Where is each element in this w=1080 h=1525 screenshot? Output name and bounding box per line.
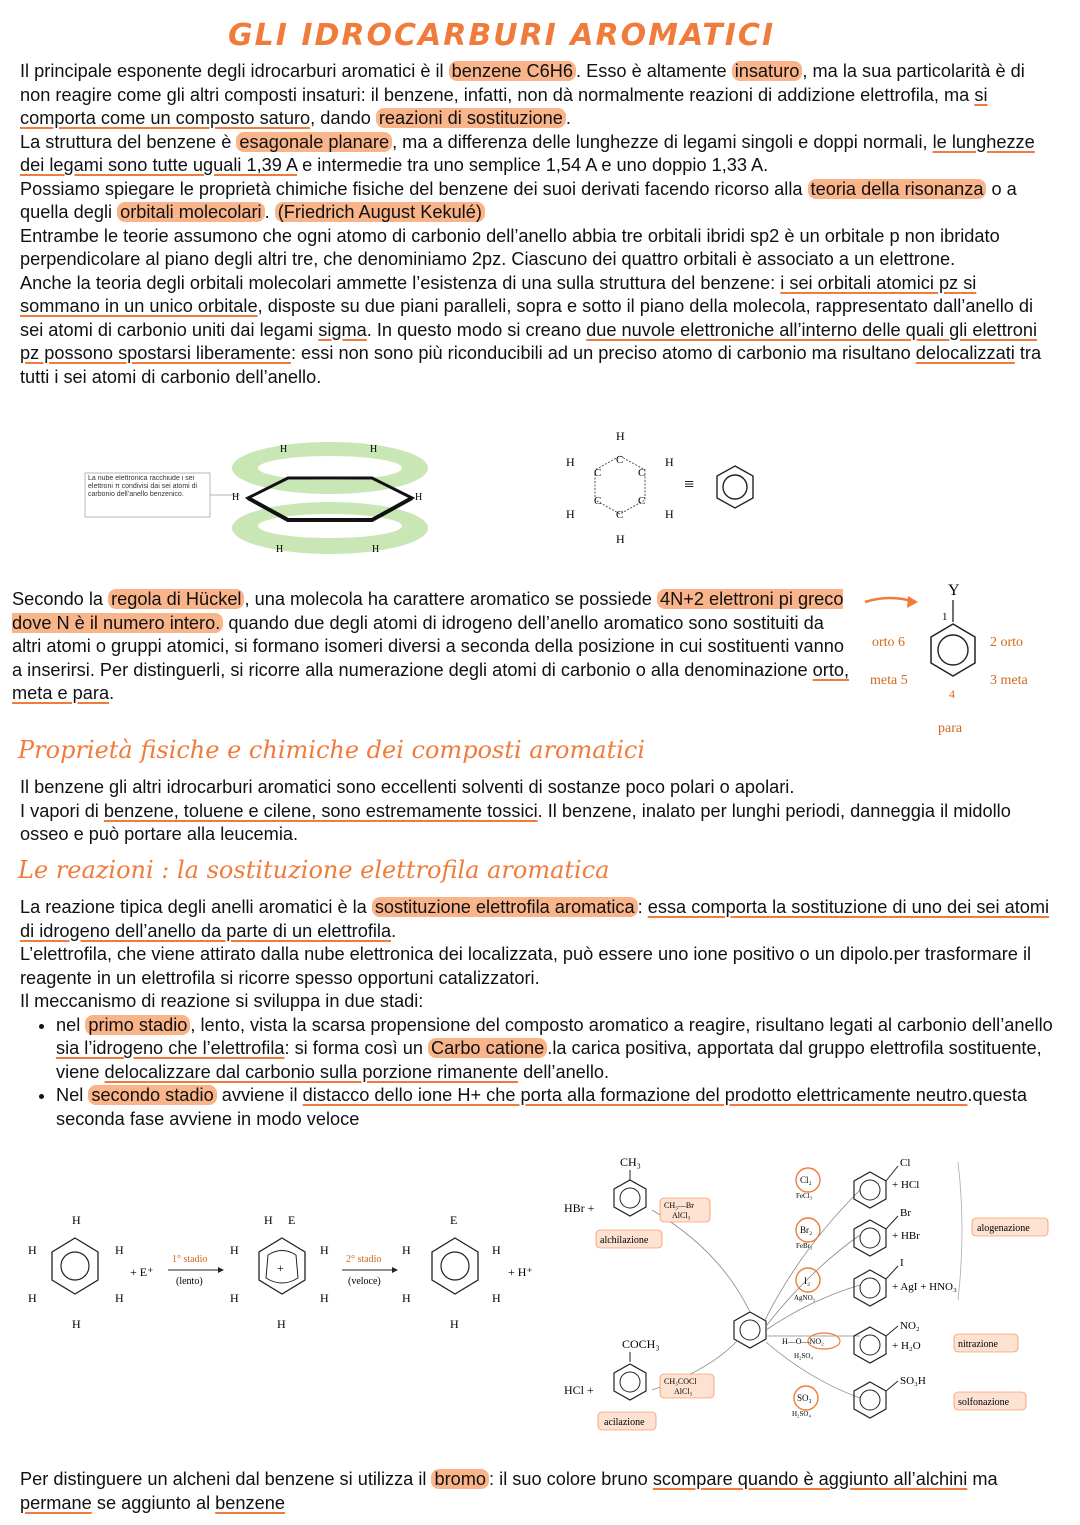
properties-paragraph-2: I vapori di benzene, toluene e cilene, sono estremamente tossici. Il benzene, inalato per lunghi periodi, danneggia il midollo osseo e può portare alla leucemia.	[20, 800, 1011, 844]
svg-text:FeCl₃: FeCl₃	[796, 1192, 813, 1200]
svg-text:nitrazione: nitrazione	[958, 1339, 998, 1350]
svg-text:+ HCl: + HCl	[892, 1179, 920, 1191]
svg-text:3 meta: 3 meta	[990, 673, 1028, 688]
y-label: Y	[948, 582, 960, 599]
svg-text:E: E	[288, 1213, 296, 1227]
svg-text:H: H	[28, 1243, 37, 1257]
svg-text:H: H	[264, 1213, 273, 1227]
intro-section	[20, 60, 1060, 389]
svg-text:CH₃: CH₃	[620, 1155, 641, 1169]
svg-text:H₂SO₄: H₂SO₄	[792, 1410, 811, 1418]
svg-text:H: H	[28, 1291, 37, 1305]
svg-text:H: H	[115, 1291, 124, 1305]
properties-paragraph-1: Il benzene gli altri idrocarburi aromatici sono eccellenti solventi di sostanze poco polari o apolari.	[20, 777, 795, 797]
svg-text:+ AgI + HNO₃: + AgI + HNO₃	[892, 1281, 957, 1293]
h-label: H	[280, 444, 288, 455]
huckel-section: Secondo la regola di Hückel , una molecola ha carattere aromatico se possiede 4N+2 elettroni pi greco dove N è il numero intero. quando due degli atomi di idrogeno dell’anello aromatico sono sostituiti da altri atomi o gruppi atomici, si formano isomeri diversi a seconda della posizione in cui sostituenti vanno a inserirsi. Per distinguerli, si ricorre alla numerazione degli atomi di carbonio o alla denominazione orto, meta e para.	[12, 589, 850, 703]
svg-text:H—O—NO₂: H—O—NO₂	[782, 1337, 824, 1346]
svg-text:solfonazione: solfonazione	[958, 1397, 1010, 1408]
svg-text:CH₃COCl: CH₃COCl	[664, 1377, 697, 1386]
bromobenzene-ring	[854, 1220, 886, 1256]
svg-text:E: E	[450, 1213, 458, 1227]
svg-text:4: 4	[949, 687, 955, 701]
svg-text:H: H	[616, 429, 625, 443]
svg-text:H: H	[616, 532, 625, 546]
final-paragraph: Per distinguere un alcheni dal benzene si utilizza il bromo : il suo colore bruno scompare quando è aggiunto all’alchini ma permane se aggiunto al benzene	[20, 1469, 998, 1513]
svg-text:I₂: I₂	[804, 1276, 811, 1286]
reactions-paragraph-2: L’elettrofila, che viene attirato dalla nube elettronica dei localizzata, può essere uno ione positivo o un dipolo.per trasformare il reagente in un elettrofila si ricorre spesso opportuni catalizzatori.	[20, 944, 1032, 988]
equivalence-sign: ≡	[684, 474, 695, 494]
stage-list	[20, 1014, 1060, 1132]
stage-2-item: • Nel secondo stadio avviene il distacco dello ione H+ che porta alla formazione del prodotto elettricamente neutro.questa seconda fase avviene in modo veloce	[56, 1084, 1060, 1131]
arrow-icon	[865, 598, 915, 602]
properties-section	[20, 776, 1060, 847]
benzene-structure-figure	[80, 428, 800, 568]
svg-text:CH₃—Br: CH₃—Br	[664, 1201, 694, 1210]
svg-text:Cl₂: Cl₂	[800, 1175, 812, 1185]
svg-text:(lento): (lento)	[176, 1276, 203, 1287]
svg-text:AlCl₃: AlCl₃	[672, 1211, 691, 1220]
svg-text:H: H	[566, 455, 575, 469]
svg-text:H: H	[115, 1243, 124, 1257]
kekule-structure	[566, 429, 674, 546]
stage-1-item: • nel primo stadio , lento, vista la scarsa propensione del composto aromatico a reagire, risultano legati al carbonio dell’anello sia l’idrogeno che l’elettrofila: si forma così un Carbo catione .la carica positiva, apportata dal gruppo elettrofila sostituente, viene delocalizzare dal carbonio sulla porzione rimanente dell’anello.	[56, 1014, 1060, 1085]
svg-text:I: I	[900, 1257, 904, 1269]
svg-text:C: C	[638, 495, 646, 507]
chlorobenzene-ring	[854, 1172, 886, 1208]
page-title: GLI IDROCARBURI AROMATICI	[228, 18, 776, 53]
svg-text:alchilazione: alchilazione	[600, 1235, 649, 1246]
svg-text:H: H	[665, 507, 674, 521]
svg-text:H: H	[320, 1291, 329, 1305]
svg-text:H: H	[492, 1243, 501, 1257]
reactions-paragraph-1: La reazione tipica degli anelli aromatici è la sostituzione elettrofila aromatica : essa comporta la sostituzione di uno dei sei atomi di idrogeno dell’anello da parte di un elettrofila.	[20, 897, 1050, 941]
svg-text:H: H	[72, 1317, 81, 1331]
svg-text:H: H	[566, 507, 575, 521]
svg-text:HBr +: HBr +	[564, 1201, 595, 1215]
svg-text:FeBr₃: FeBr₃	[796, 1242, 813, 1250]
substituted-product	[402, 1213, 501, 1331]
svg-text:AlCl₃: AlCl₃	[674, 1387, 693, 1396]
intro-paragraph-3: Possiamo spiegare le proprietà chimiche fisiche del benzene dei suoi derivati facendo ricorso alla teoria della risonanza o a quella degli orbitali molecolari . (Friedrich August Kekulé)	[20, 178, 1017, 222]
h-label: H	[370, 444, 378, 455]
svg-text:H: H	[230, 1243, 239, 1257]
central-benzene	[734, 1312, 766, 1348]
svg-text:para: para	[938, 721, 963, 736]
reactions-paragraph-3: Il meccanismo di reazione si sviluppa in due stadi:	[20, 991, 424, 1011]
svg-text:COCH₃: COCH₃	[622, 1337, 660, 1351]
svg-text:Br: Br	[900, 1207, 911, 1219]
svg-text:+ H₂O: + H₂O	[892, 1340, 921, 1352]
svg-text:H: H	[277, 1317, 286, 1331]
svg-text:alogenazione: alogenazione	[977, 1223, 1030, 1234]
svg-text:NO₂: NO₂	[900, 1320, 920, 1332]
svg-text:Br₂: Br₂	[800, 1225, 813, 1235]
svg-text:H: H	[402, 1291, 411, 1305]
benzene-reactant	[28, 1213, 124, 1331]
h-label: H	[372, 544, 380, 555]
intro-paragraph-2: La struttura del benzene è esagonale planare , ma a differenza delle lunghezze di legami singoli e doppi normali, le lunghezze dei legami sono tutte uguali 1,39 A e intermedie tra uno semplice 1,54 A e uno doppio 1,33 A.	[20, 131, 1035, 175]
svg-text:HCl +: HCl +	[564, 1383, 594, 1397]
svg-text:SO₃H: SO₃H	[900, 1375, 926, 1387]
svg-text:Cl: Cl	[900, 1157, 911, 1169]
svg-text:+: +	[277, 1261, 284, 1275]
acetophenone-ring	[614, 1364, 646, 1400]
mechanism-diagram	[20, 1210, 560, 1340]
toluene-ring	[614, 1180, 646, 1216]
svg-text:(veloce): (veloce)	[348, 1276, 381, 1287]
svg-text:C: C	[594, 495, 602, 507]
svg-text:2 orto: 2 orto	[990, 635, 1024, 650]
svg-text:meta 5: meta 5	[870, 673, 908, 688]
svg-text:C: C	[616, 454, 624, 466]
svg-text:acilazione: acilazione	[604, 1417, 645, 1428]
nitrobenzene-ring	[854, 1327, 886, 1363]
h-label: H	[276, 544, 284, 555]
benzene-symbol	[717, 466, 753, 508]
svg-text:H: H	[665, 455, 674, 469]
proton-label: + H⁺	[508, 1265, 533, 1279]
ortho-meta-para-diagram	[860, 580, 1060, 745]
h-label: H	[232, 492, 240, 503]
electrophile-label: + E⁺	[130, 1265, 154, 1279]
section-properties-title: Proprietà fisiche e chimiche dei composti aromatici	[18, 736, 645, 764]
svg-text:2° stadio: 2° stadio	[346, 1254, 382, 1265]
reactions-section	[20, 896, 1060, 1131]
svg-text:1° stadio: 1° stadio	[172, 1254, 208, 1265]
benzenesulfonic-ring	[854, 1382, 886, 1418]
intro-paragraph-5: Anche la teoria degli orbitali molecolari ammette l’esistenza di una sulla struttura del benzene: i sei orbitali atomici pz si sommano in un unico orbitale, disposte su due piani paralleli, sopra e sotto il piano della molecola, rappresentato dall’anello di sei atomi di carbonio uniti dai legami sigma. In questo modo si creano due nuvole elettroniche all’interno delle quali gli elettroni pz possono spostarsi liberamente: essi non sono più riconducibili ad un preciso atomo di carbonio ma risultano delocalizzati tra tutti i sei atomi di carbonio dell’anello.	[20, 272, 1042, 387]
svg-text:1: 1	[942, 611, 948, 623]
carbocation-intermediate	[230, 1213, 329, 1331]
svg-text:H: H	[492, 1291, 501, 1305]
svg-text:orto 6: orto 6	[872, 635, 906, 650]
svg-text:H₂SO₄: H₂SO₄	[794, 1352, 813, 1360]
reactions-scheme	[560, 1150, 1065, 1440]
iodobenzene-ring	[854, 1270, 886, 1306]
svg-text:SO₃: SO₃	[797, 1393, 812, 1403]
svg-text:H: H	[320, 1243, 329, 1257]
svg-text:C: C	[638, 467, 646, 479]
section-reactions-title: Le reazioni : la sostituzione elettrofila aromatica	[18, 856, 610, 884]
svg-text:+ HBr: + HBr	[892, 1230, 920, 1242]
cloud-caption: La nube elettronica racchiude i sei elettroni π condivisi dai sei atomi di carbonio dell’anello benzenico.	[88, 475, 198, 498]
svg-text:H: H	[450, 1317, 459, 1331]
h-label: H	[415, 492, 423, 503]
svg-text:H: H	[230, 1291, 239, 1305]
intro-paragraph-4: Entrambe le teorie assumono che ogni atomo di carbonio dell’anello abbia tre orbitali ibridi sp2 è un orbitale p non ibridato perpendicolare al piano degli altri tre, che denominiamo 2pz. Ciascuno dei quattro orbitali è associato a un elettrone.	[20, 225, 1000, 269]
svg-text:AgNO₃: AgNO₃	[794, 1294, 816, 1302]
svg-text:H: H	[402, 1243, 411, 1257]
svg-text:H: H	[72, 1213, 81, 1227]
svg-text:C: C	[594, 467, 602, 479]
svg-text:C: C	[616, 509, 624, 521]
intro-paragraph-1: Il principale esponente degli idrocarburi aromatici è il benzene C6H6 . Esso è altamente insaturo , ma la sua particolarità è di non reagire come gli altri composti insaturi: il benzene, infatti, non dà normalmente reazioni di addizione elettrofila, ma si comporta come un composto saturo, dando reazioni di sostituzione .	[20, 61, 1025, 128]
